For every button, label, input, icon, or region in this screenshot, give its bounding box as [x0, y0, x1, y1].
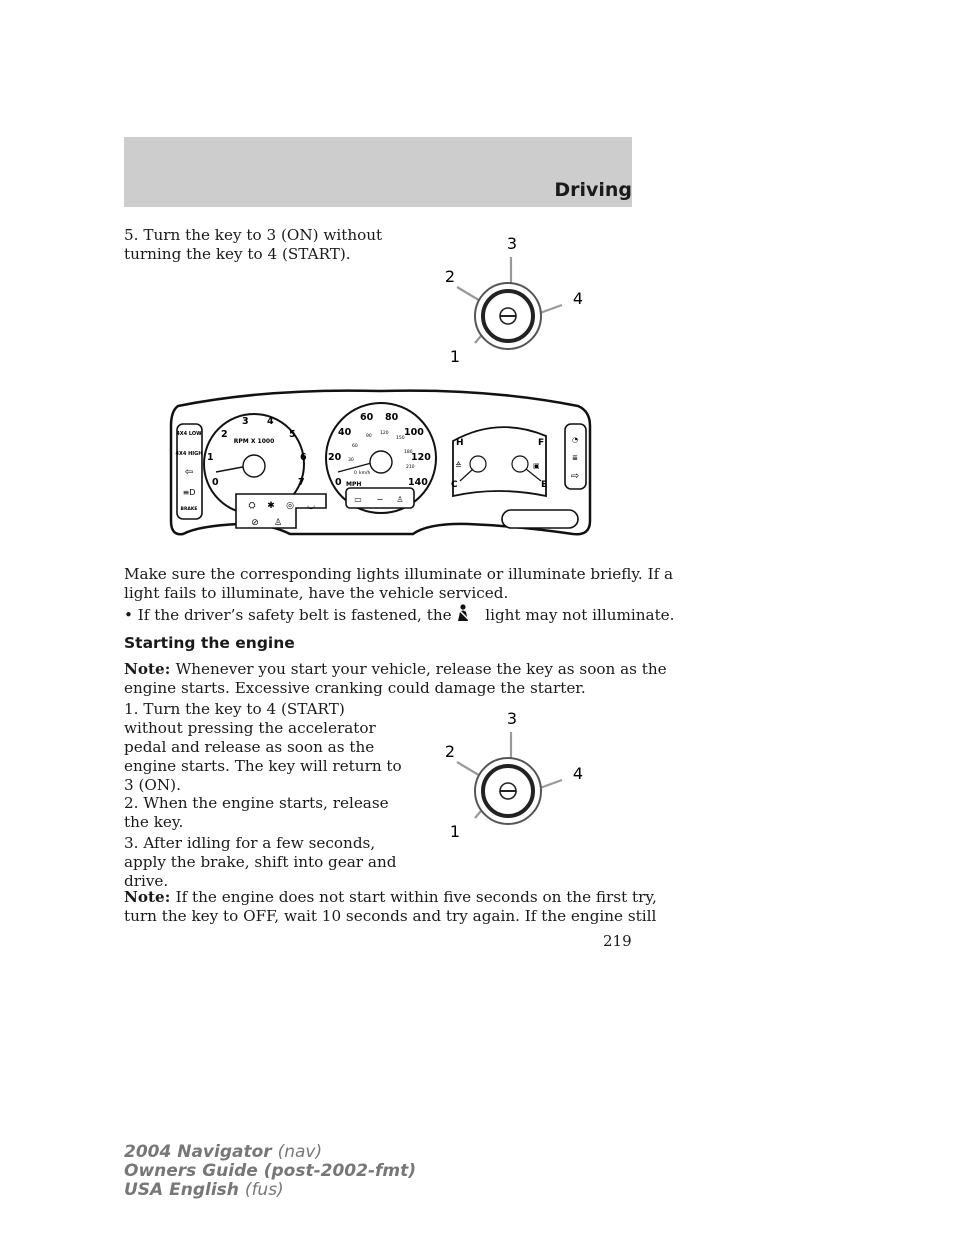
- high-beam-icon: ≣: [572, 454, 578, 462]
- bullet-marker: •: [124, 606, 133, 624]
- note-paragraph: [124, 660, 667, 698]
- note-text: Whenever you start your vehicle, release the key as soon as the: [175, 660, 667, 678]
- step-3: [124, 834, 396, 891]
- instrument-cluster-diagram: [168, 386, 593, 548]
- mph-tick-label: 80: [385, 412, 399, 423]
- tach-tick-label: 5: [289, 429, 296, 440]
- footer-language-code: (fus): [244, 1180, 284, 1200]
- step-line: 3 (ON).: [124, 776, 181, 794]
- kmh-tick-label: 150: [396, 436, 405, 441]
- note-text: turn the key to OFF, wait 10 seconds and try again. If the engine still: [124, 907, 657, 925]
- step-line: 3. After idling for a few seconds,: [124, 834, 376, 852]
- kmh-tick-label: 90: [366, 434, 372, 439]
- footer-guide: Owners Guide (post-2002-fmt): [124, 1161, 417, 1181]
- step-line: pedal and release as soon as the: [124, 738, 375, 756]
- section-title: Driving: [554, 179, 632, 201]
- tach-tick-label: 3: [242, 416, 249, 427]
- fuel-empty-label: E: [541, 480, 548, 490]
- position-2-label: 2: [444, 267, 456, 286]
- tach-tick-label: 6: [300, 452, 307, 463]
- paragraph-lights: [124, 565, 673, 603]
- page-number: 219: [603, 932, 632, 950]
- mph-label: MPH: [346, 481, 362, 488]
- kmh-tick-label: 60: [352, 444, 358, 449]
- abs-icon: ◎: [286, 501, 294, 511]
- kmh-tick-label: 180: [404, 450, 413, 455]
- traction-control-icon: ⊘: [251, 518, 259, 528]
- step-line: the key.: [124, 813, 184, 831]
- turn-right-icon: ⇨: [570, 471, 580, 482]
- step-line: 2. When the engine starts, release: [124, 794, 389, 812]
- position-1-label: 1: [449, 347, 461, 366]
- brake-label: BRAKE: [180, 507, 198, 512]
- ignition-key-diagram: [420, 225, 595, 375]
- tach-tick-label: 2: [221, 429, 228, 440]
- step-2: [124, 794, 389, 832]
- seat-belt-warning-icon: ♙: [273, 518, 283, 528]
- position-3-label: 3: [506, 709, 518, 728]
- mph-tick-label: 0: [335, 477, 342, 488]
- kmh-tick-label: 0: [354, 471, 357, 476]
- footer-language: USA English: [124, 1180, 245, 1200]
- cruise-icon: ◔: [571, 436, 579, 444]
- paragraph-line: Make sure the corresponding lights illuminate or illuminate briefly. If a: [124, 565, 674, 583]
- note-label: Note:: [124, 660, 176, 678]
- kmh-tick-label: 120: [380, 431, 389, 436]
- mph-tick-label: 100: [404, 427, 424, 438]
- tire-pressure-icon: ◡: [307, 501, 315, 511]
- position-2-label: 2: [444, 742, 456, 761]
- step-line: without pressing the accelerator: [124, 719, 376, 737]
- footer-model-code: (nav): [277, 1142, 323, 1162]
- position-3-label: 3: [506, 234, 518, 253]
- position-4-label: 4: [572, 764, 584, 783]
- step-5-line: turning the key to 4 (START).: [124, 245, 351, 263]
- bullet-text-before: If the driver’s safety belt is fastened, the: [137, 606, 452, 624]
- bullet-text-after: light may not illuminate.: [485, 606, 675, 624]
- kmh-label: km/h: [359, 471, 371, 476]
- mph-tick-label: 140: [408, 477, 428, 488]
- temp-fuel-gauge: [451, 427, 547, 496]
- mph-tick-label: 20: [328, 452, 342, 463]
- 4x4-high-label: 4X4 HIGH: [175, 451, 203, 457]
- footer-model: 2004 Navigator: [124, 1142, 278, 1162]
- document-footer: [124, 1143, 416, 1200]
- section-heading: Starting the engine: [124, 634, 295, 652]
- bullet-item: [124, 604, 675, 627]
- battery-icon: ▭: [354, 495, 362, 504]
- note-text: If the engine does not start within five seconds on the first try,: [175, 888, 657, 906]
- section-header: [124, 137, 632, 207]
- step-line: apply the brake, shift into gear and: [124, 853, 397, 871]
- rpm-label: RPM X 1000: [233, 438, 275, 445]
- temp-cold-label: C: [451, 480, 458, 490]
- oil-pressure-icon: ∽: [376, 495, 384, 504]
- 4x4-low-label: 4X4 LOW: [176, 431, 202, 437]
- tach-tick-label: 4: [267, 416, 274, 427]
- note-label: Note:: [124, 888, 176, 906]
- mph-tick-label: 60: [360, 412, 374, 423]
- mph-tick-label: 120: [411, 452, 431, 463]
- check-engine-icon: ⛭: [248, 501, 256, 511]
- kmh-tick-label: 210: [406, 465, 415, 470]
- airbag-icon: ✱: [267, 501, 275, 511]
- step-1: [124, 700, 402, 795]
- step-line: drive.: [124, 872, 169, 890]
- turn-left-icon: ⇦: [184, 467, 194, 478]
- fuel-full-label: F: [538, 438, 545, 448]
- step-line: 1. Turn the key to 4 (START): [124, 700, 345, 718]
- kmh-tick-label: 30: [348, 458, 354, 463]
- tach-tick-label: 1: [207, 452, 214, 463]
- coolant-temp-icon: ≙: [455, 461, 462, 470]
- tach-tick-label: 0: [212, 477, 219, 488]
- ignition-key-diagram: [420, 700, 595, 850]
- safety-belt-icon: [456, 604, 480, 627]
- position-4-label: 4: [572, 289, 584, 308]
- paragraph-line: light fails to illuminate, have the vehicle serviced.: [124, 584, 509, 602]
- step-line: engine starts. The key will return to: [124, 757, 402, 775]
- tach-tick-label: 7: [298, 477, 305, 488]
- step-5-line: 5. Turn the key to 3 (ON) without: [124, 226, 383, 244]
- mph-tick-label: 40: [338, 427, 352, 438]
- door-ajar-icon: ♙: [396, 495, 404, 504]
- position-1-label: 1: [449, 822, 461, 841]
- temp-hot-label: H: [456, 438, 464, 448]
- step-5-text: [124, 226, 382, 264]
- odometer-display: [502, 510, 578, 528]
- note-text: engine starts. Excessive cranking could damage the starter.: [124, 679, 586, 697]
- fuel-pump-icon: ▣: [533, 462, 540, 470]
- headlight-icon: ≡D: [182, 488, 196, 497]
- note-paragraph: [124, 888, 657, 926]
